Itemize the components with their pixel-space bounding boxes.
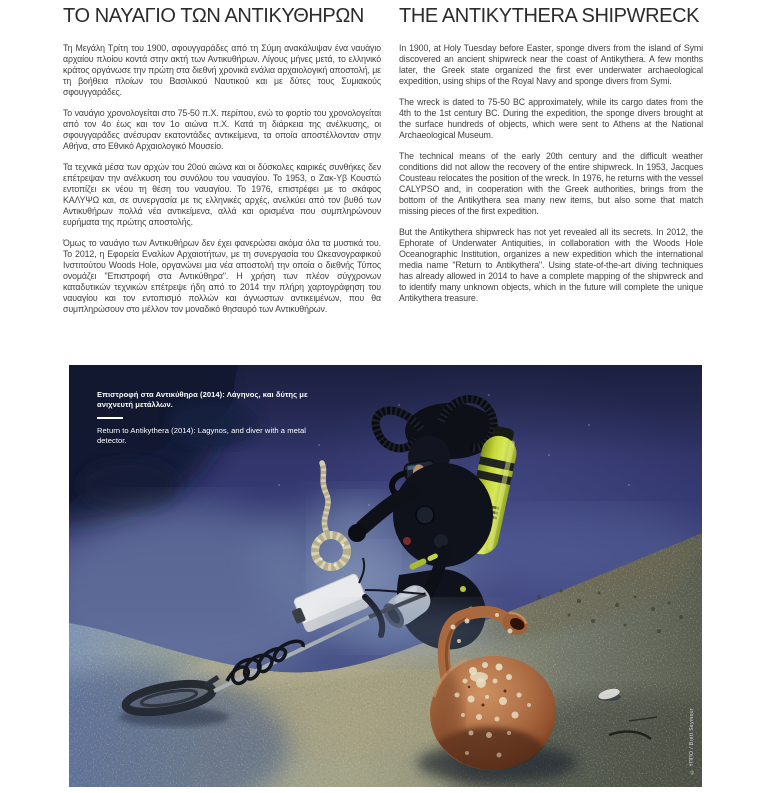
greek-title: ΤΟ ΝΑΥΑΓΙΟ ΤΩΝ ΑΝΤΙΚΥΘΗΡΩΝ	[63, 5, 364, 27]
photo-caption-greek: Επιστροφή στα Αντικύθηρα (2014): Λάγηνος, και δύτης με ανιχνευτή μετάλλων.	[97, 390, 308, 409]
greek-column	[63, 5, 381, 325]
photo-caption-english: Return to Antikythera (2014): Lagynos, and diver with a metal detector.	[97, 426, 307, 445]
english-column	[399, 5, 703, 314]
english-paragraph: In 1900, at Holy Tuesday before Easter, sponge divers from the island of Symi discovered an ancient shipwreck near the coast of Antikythera. A few months later, the Greek state organized the first ever underwater archaeological expedition, using ships of the Royal Navy and sponge divers from Symi.	[399, 43, 703, 86]
greek-paragraph: Το ναυάγιο χρονολογείται στο 75-50 π.Χ. περίπου, ενώ το φορτίο του χρονολογείται από τον 4ο έως και τον 1ο αιώνα π.Χ. Κατά τη διάρκεια της ανέλκυσης, οι σφουγγαράδες ανέσυραν εκατοντάδες αντικείμενα, τα οποία αποστέλλονταν στην Αθήνα, στο Εθνικό Αρχαιολογικό Μουσείο.	[63, 108, 381, 151]
greek-paragraph: Τα τεχνικά μέσα των αρχών του 20ού αιώνα και οι δύσκολες καιρικές συνθήκες δεν επέτρεψαν την ανέλκυση του συνόλου του ναυαγίου. Το 1953, ο Ζακ-Υβ Κουστώ εντοπίζει εκ νέου τη θέση του ναυαγίου. Το 1976, επιστρέφει με το σκάφος ΚΑΛΥΨΩ και, σε συνεργασία με τις ελληνικές αρχές, ανελκύει από τον βυθό των Αντικυθήρων πολλά νέα αντικείμενα, αλλά και ορισμένα που συμπληρώνουν ευρήματα της πρώτης αποστολής.	[63, 162, 381, 227]
photo-caption-divider	[97, 417, 123, 419]
english-paragraph: The wreck is dated to 75-50 BC approximately, while its cargo dates from the 4th to the 1st century BC. During the expedition, the sponge divers brought at the surface hundreds of objects, which were sent to Athens at the National Archaeological Museum.	[399, 97, 703, 140]
underwater-photo	[69, 365, 702, 787]
photo-caption	[97, 390, 319, 446]
english-title: THE ANTIKYTHERA SHIPWRECK	[399, 5, 700, 27]
greek-paragraph: Όμως το ναυάγιο των Αντικυθήρων δεν έχει φανερώσει ακόμα όλα τα μυστικά του. Το 2012, η Εφορεία Εναλίων Αρχαιοτήτων, με τη συνεργασία του Ωκεανογραφικού Ινστιτούτου Woods Hole, οργανώνει μια νέα αποστολή την οποία ο διεθνής Τύπος ονομάζει "Επιστροφή στα Αντικύθηρα". Η χρήση των πλέον σύγχρονων καταδυτικών τεχνικών επέτρεψε ήδη από το 2014 την πλήρη χαρτογράφηση του ναυαγίου και τον εντοπισμό πολλών και άγνωστων αντικειμένων, που θα συμπληρώσουν στο μέλλον τον μοναδικό θησαυρό των Αντικυθήρων.	[63, 238, 381, 314]
diver-left-glove	[348, 524, 366, 542]
photo-credit: © ΥΠΠΟ / Brett Seymour	[689, 708, 695, 775]
greek-paragraph: Τη Μεγάλη Τρίτη του 1900, σφουγγαράδες από τη Σύμη ανακάλυψαν ένα ναυάγιο αρχαίου πλοίου κοντά στην ακτή των Αντικυθήρων. Λίγους μήνες μετά, το ελληνικό κράτος οργάνωσε την πρώτη στα διεθνή χρονικά ενάλια αρχαιολογική αποστολή, με τη βοήθεια πλοίων του Βασιλικού Ναυτικού και με δύτες τους Συμιακούς σφουγγαράδες.	[63, 43, 381, 97]
english-paragraph: The technical means of the early 20th century and the difficult weather conditions did not allow the recovery of the entire shipwreck. In 1953, Jacques Cousteau relocates the position of the wreck. In 1976, he returns with the vessel CALYPSO and, in cooperation with the Greek authorities, brings from the bottom of the Antikythera sea many new items, but also some that match missing pieces of the first expedition.	[399, 151, 703, 216]
english-paragraph: But the Antikythera shipwreck has not yet revealed all its secrets. In 2012, the Ephorate of Underwater Antiquities, in collaboration with the Woods Hole Oceanographic Institution, organizes a new expedition which the international media name "Return to Antikythera". Using state-of-the-art diving techniques has already allowed in 2014 to have a complete mapping of the shipwreck and to identify many unknown objects, which in the future will complete the unique Antikythera treasure.	[399, 227, 703, 303]
